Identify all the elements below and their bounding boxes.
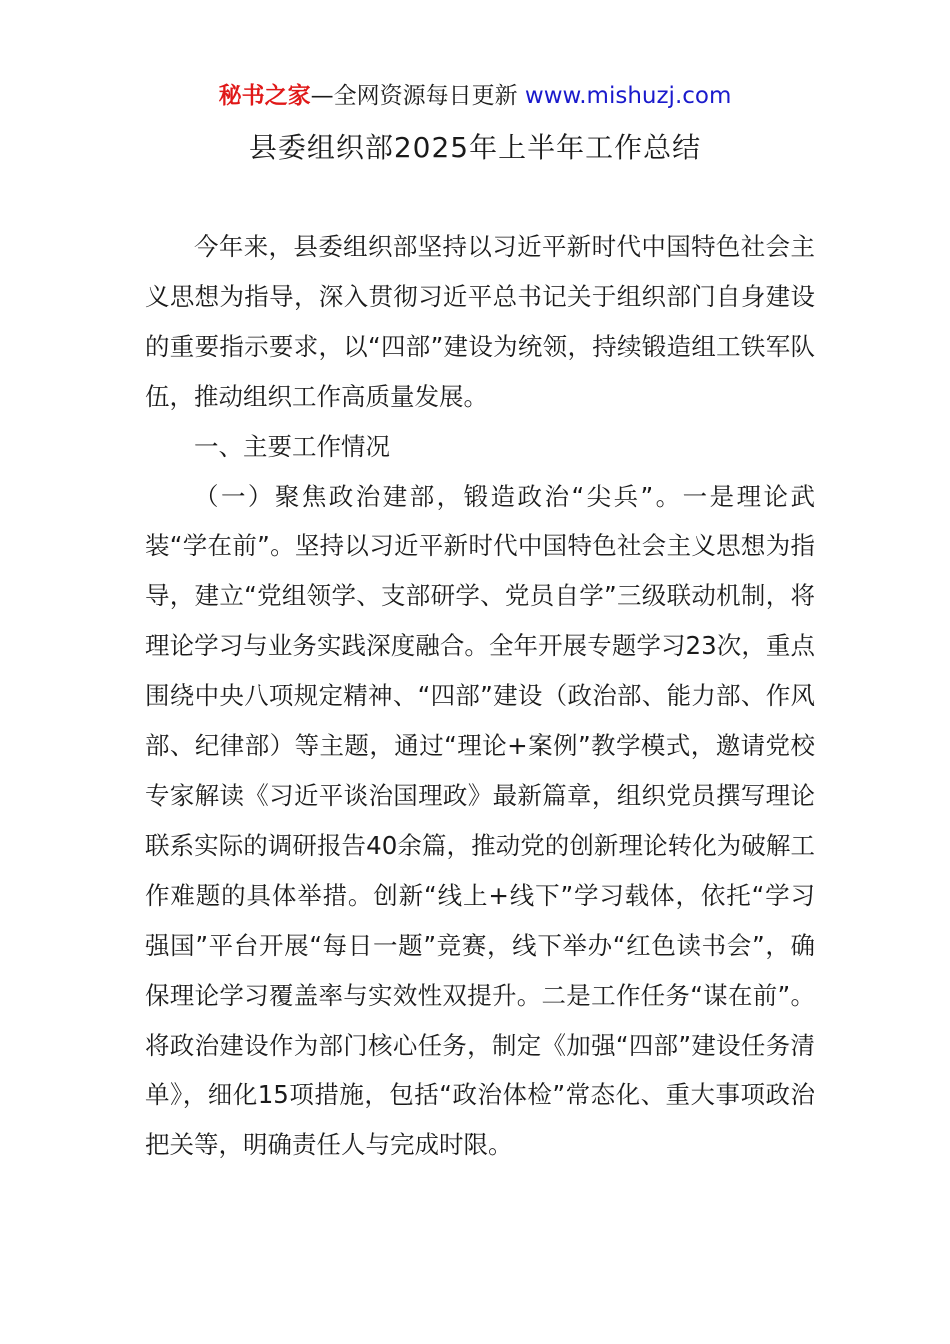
site-header — [0, 80, 950, 112]
document-body — [145, 222, 815, 1170]
site-url-link[interactable]: www.mishuzj.com — [524, 83, 732, 109]
document-title: 县委组织部2025年上半年工作总结 — [248, 131, 702, 164]
section-paragraph: （一）聚焦政治建部，锻造政治“尖兵”。一是理论武装“学在前”。坚持以习近平新时代中国特色社会主义思想为指导，建立“党组领学、支部研学、党员自学”三级联动机制，将理论学习与业务实践深度融合。全年开展专题学习23次，重点围绕中央八项规定精神、“四部”建设（政治部、能力部、作风部、纪律部）等主题，通过“理论+案例”教学模式，邀请党校专家解读《习近平谈治国理政》最新篇章，组织党员撰写理论联系实际的调研报告40余篇，推动党的创新理论转化为破解工作难题的具体举措。创新“线上+线下”学习载体，依托“学习强国”平台开展“每日一题”竞赛，线下举办“红色读书会”，确保理论学习覆盖率与实效性双提升。二是工作任务“谋在前”。将政治建设作为部门核心任务，制定《加强“四部”建设任务清单》，细化15项措施，包括“政治体检”常态化、重大事项政治把关等，明确责任人与完成时限。 — [145, 481, 815, 1160]
brand-name: 秘书之家 — [218, 83, 311, 109]
header-tagline: —全网资源每日更新 — [310, 83, 525, 109]
intro-paragraph: 今年来，县委组织部坚持以习近平新时代中国特色社会主义思想为指导，深入贯彻习近平总书记关于组织部门自身建设的重要指示要求，以“四部”建设为统领，持续锻造组工铁军队伍，推动组织工作高质量发展。 — [145, 232, 815, 411]
section-heading: 一、主要工作情况 — [194, 431, 390, 461]
